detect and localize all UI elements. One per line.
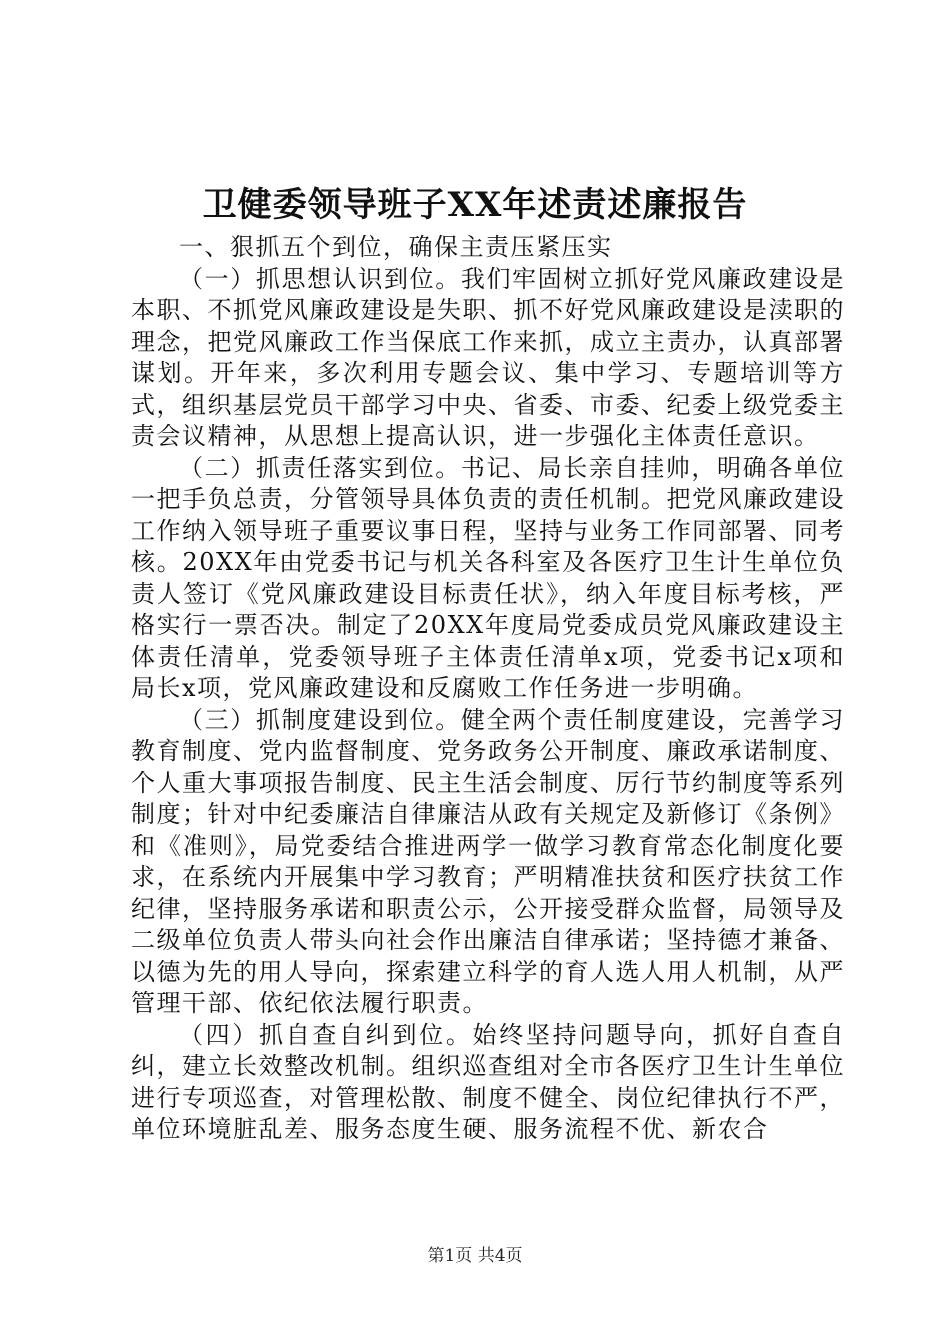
paragraph-4: （四）抓自查自纠到位。始终坚持问题导向，抓好自查自纠，建立长效整改机制。组织巡查组对全市各医疗卫生计生单位进行专项巡查，对管理松散、制度不健全、岗位纪律执行不严，单位环境脏乱差、服务态度生硬、服务流程不优、新农合 (131, 1020, 845, 1143)
section-heading: 一、狠抓五个到位，确保主责压紧压实 (179, 233, 613, 261)
paragraph-1: （一）抓思想认识到位。我们牢固树立抓好党风廉政建设是本职、不抓党风廉政建设是失职、抓不好党风廉政建设是渎职的理念，把党风廉政工作当保底工作来抓，成立主责办，认真部署谋划。开年来，多次利用专题会议、集中学习、专题培训等方式，组织基层党员干部学习中央、省委、市委、纪委上级党委主责会议精神，从思想上提高认识，进一步强化主体责任意识。 (131, 264, 845, 450)
document-body (131, 232, 845, 1146)
paragraph-2: （二）抓责任落实到位。书记、局长亲自挂帅，明确各单位一把手负总责，分管领导具体负责的责任机制。把党风廉政建设工作纳入领导班子重要议事日程，坚持与业务工作同部署、同考核。20XX年由党委书记与机关各科室及各医疗卫生计生单位负责人签订《党风廉政建设目标责任状》，纳入年度目标考核，严格实行一票否决。制定了20XX年度局党委成员党风廉政建设主体责任清单，党委领导班子主体责任清单x项，党委书记x项和局长x项，党风廉政建设和反腐败工作任务进一步明确。 (131, 453, 845, 702)
page-number-footer: 第1页 共4页 (427, 1246, 523, 1266)
document-title: 卫健委领导班子XX年述责述廉报告 (202, 185, 748, 225)
paragraph-3: （三）抓制度建设到位。健全两个责任制度建设，完善学习教育制度、党内监督制度、党务政务公开制度、廉政承诺制度、个人重大事项报告制度、民主生活会制度、厉行节约制度等系列制度；针对中纪委廉洁自律廉洁从政有关规定及新修订《条例》和《准则》，局党委结合推进两学一做学习教育常态化制度化要求，在系统内开展集中学习教育；严明精准扶贫和医疗扶贫工作纪律，坚持服务承诺和职责公示，公开接受群众监督，局领导及二级单位负责人带头向社会作出廉洁自律承诺；坚持德才兼备、以德为先的用人导向，探索建立科学的育人选人用人机制，从严管理干部、依纪依法履行职责。 (131, 705, 845, 1017)
